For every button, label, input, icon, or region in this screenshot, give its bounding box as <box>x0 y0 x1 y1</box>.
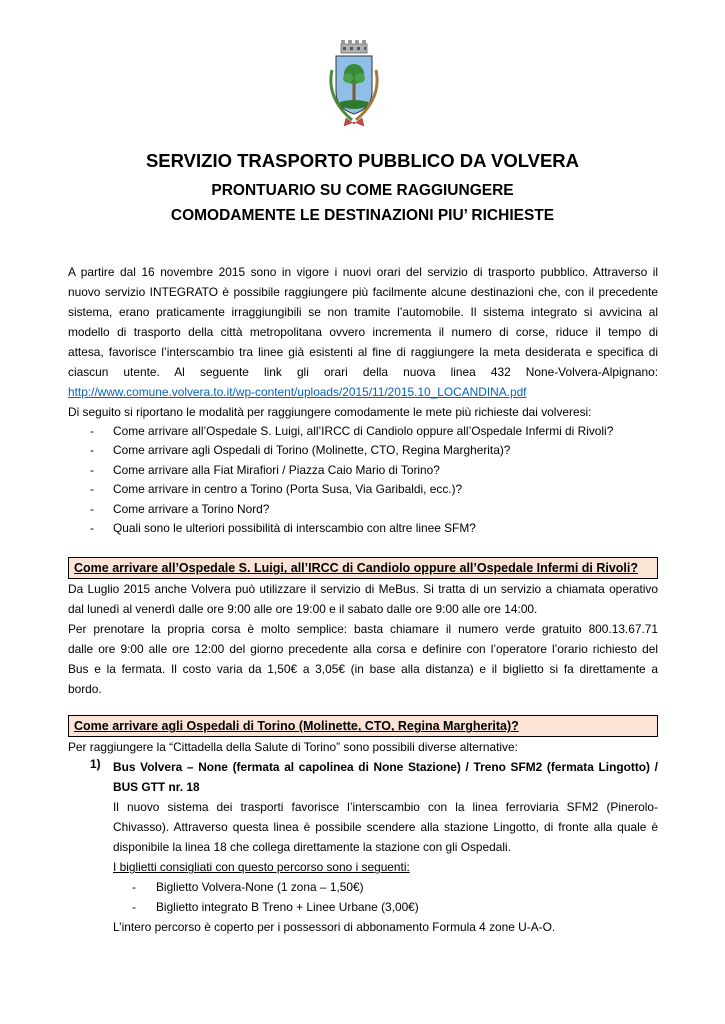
document-subtitle-1: PRONTUARIO SU COME RAGGIUNGERE <box>211 182 514 199</box>
list-item: - Come arrivare alla Fiat Mirafiori / Piazza Caio Mario di Torino? <box>90 462 440 477</box>
intro-line: attesa, favorisce l’interscambio tra linee già esistenti al fine di raggiungere la meta desiderata e specifica di <box>68 345 658 359</box>
route-option-title: Bus Volvera – None (fermata al capolinea di None Stazione) / Treno SFM2 (fermata Lingotto) / <box>113 760 658 775</box>
locandina-link[interactable]: http://www.comune.volvera.to.it/wp-content/uploads/2015/11/2015.10_LOCANDINA.pdf <box>68 385 527 399</box>
destinations-list <box>68 422 658 538</box>
route-option-title: BUS GTT nr. 18 <box>113 780 200 795</box>
intro-line: modello di trasporto della città metropolitana ovvero incrementa il numero di corse, riduce il tempo di <box>68 325 658 339</box>
list-item: - Biglietto integrato B Treno + Linee Urbane (3,00€) <box>132 900 419 915</box>
route-option-text: Il nuovo sistema dei trasporti favorisce l’interscambio con la linea ferroviaria SFM2 (Pinerolo- <box>113 800 658 815</box>
municipal-crest-icon <box>322 40 386 132</box>
document-body <box>68 262 658 937</box>
intro-line: A partire dal 16 novembre 2015 sono in vigore i nuovi orari del servizio di trasporto pubblico. Attraverso il <box>68 265 658 279</box>
route-option-text: Chivasso). Attraverso questa linea è possibile scendere alla stazione Lingotto, di fronte alla quale è <box>113 820 658 835</box>
section-2-lead: Per raggiungere la “Cittadella della Salute di Torino” sono possibili diverse alternative: <box>68 740 518 755</box>
list-item: - Quali sono le ulteriori possibilità di interscambio con altre linee SFM? <box>90 521 476 536</box>
route-option-text: disponibile la linea 18 che collega direttamente la stazione con gli Ospedali. <box>113 840 511 855</box>
route-option-1 <box>68 757 658 877</box>
intro-paragraph <box>68 262 658 422</box>
section-1-line: Bus e la fermata. Il costo varia da 1,50€ a 3,05€ (in base alla distanza) e il biglietto si fa direttamente a <box>68 662 658 677</box>
intro-line: sistema, erano praticamente irraggiungibili se non tramite l’automobile. Il sistema integrato si avvicina al <box>68 305 658 319</box>
list-item: - Come arrivare a Torino Nord? <box>90 501 270 516</box>
intro-line: ciascun utente. Al seguente link gli orari della nuova linea 432 None-Volvera-Alpignano: <box>68 365 658 379</box>
list-item: - Come arrivare agli Ospedali di Torino (Molinette, CTO, Regina Margherita)? <box>90 443 511 458</box>
section-1-line: bordo. <box>68 682 102 697</box>
closing-note: L’intero percorso è coperto per i possessori di abbonamento Formula 4 zone U-A-O. <box>113 920 556 935</box>
document-subtitle-2: COMODAMENTE LE DESTINAZIONI PIU’ RICHIESTE <box>170 207 555 224</box>
list-item: - Biglietto Volvera-None (1 zona – 1,50€) <box>132 880 364 895</box>
intro-line: nuovo servizio INTEGRATO è possibile raggiungere più facilmente alcune destinazioni che, con il precedente <box>68 285 658 299</box>
section-1-line: Per prenotare la propria corsa è molto semplice: basta chiamare il numero verde gratuito 800.13.67.71 <box>68 622 658 637</box>
route-option-number: 1) <box>90 757 101 772</box>
tickets-list <box>68 877 658 917</box>
document-title: SERVIZIO TRASPORTO PUBBLICO DA VOLVERA <box>145 150 580 171</box>
list-item: - Come arrivare all’Ospedale S. Luigi, all’IRCC di Candiolo oppure all’Ospedale Infermi di Rivoli? <box>90 424 614 438</box>
section-1-line: dal lunedì al venerdì dalle ore 9:00 alle ore 19:00 e il sabato dalle ore 9:00 alle ore 14:00. <box>68 602 538 617</box>
tickets-label: I biglietti consigliati con questo percorso sono i seguenti: <box>113 860 410 875</box>
list-item: - Come arrivare in centro a Torino (Porta Susa, Via Garibaldi, ecc.)? <box>90 482 463 497</box>
section-1-line: dalle ore 9:00 alle ore 12:00 del giorno precedente alla corsa e definire con l’operatore l’orario richiesto del <box>68 642 658 657</box>
intro-lead: Di seguito si riportano le modalità per raggiungere comodamente le mete più richieste dai volveresi: <box>68 405 592 419</box>
section-2-heading: Come arrivare agli Ospedali di Torino (Molinette, CTO, Regina Margherita)? <box>68 715 658 737</box>
section-1-line: Da Luglio 2015 anche Volvera può utilizzare il servizio di MeBus. Si tratta di un servizio a chiamata operativo <box>68 582 658 597</box>
section-1-heading: Come arrivare all’Ospedale S. Luigi, all’IRCC di Candiolo oppure all’Ospedale Infermi di Rivoli? <box>68 557 658 579</box>
